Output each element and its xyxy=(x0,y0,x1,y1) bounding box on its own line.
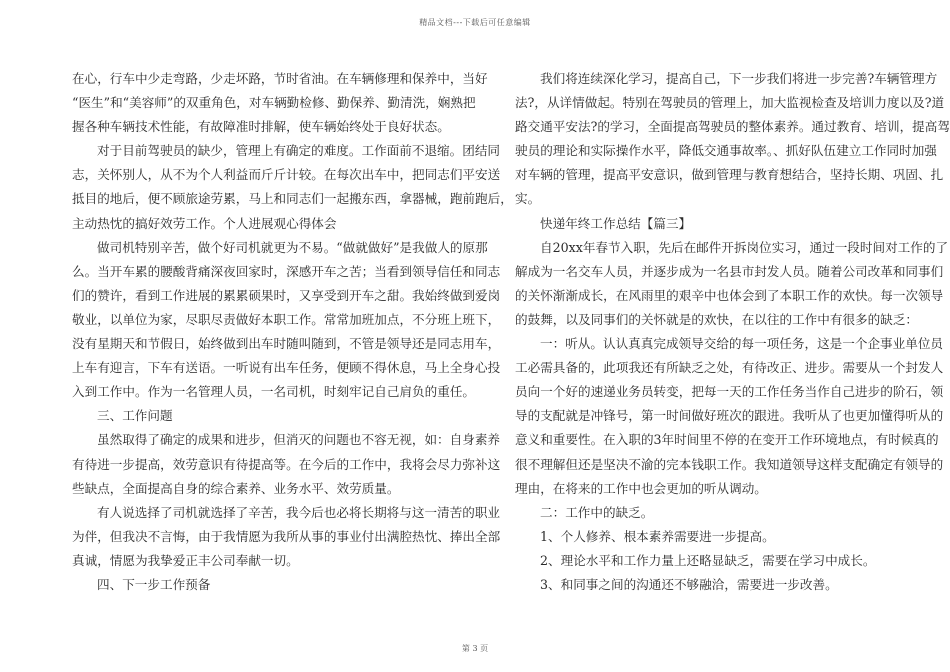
text-line: 做司机特别辛苦，做个好司机就更为不易。“做就做好”是我做人的原那 xyxy=(97,239,488,255)
text-line: 么。当开车累的腰酸背痛深夜回家时，深感开车之苦；当看到领导信任和同志 xyxy=(72,263,501,279)
text-line: 很不理解但还是坚决不渝的完本钱职工作。我知道领导这样支配确定有领导的 xyxy=(515,456,944,472)
text-line: 没有星期天和节假日，始终做到出车时随叫随到，不管是领导还是同志用车， xyxy=(72,336,501,352)
text-line: 入到工作中。作为一名管理人员，一名司机，时刻牢记自己肩负的重任。 xyxy=(72,384,475,400)
text-line: 上车有迎言，下车有送语。一听说有出车任务，便顾不得休息，马上全身心投 xyxy=(72,360,501,376)
text-line: 虽然取得了确定的成果和进步，但消灭的问题也不容无视，如：自身素养 xyxy=(97,432,500,448)
text-line: 理由，在将来的工作中也会更加的听从调动。 xyxy=(515,480,767,496)
text-line: 们的赞许，看到工作进展的累累硕果时，又享受到开车之甜。我始终做到爱岗 xyxy=(72,287,501,303)
text-line: 有人说选择了司机就选择了辛苦，我今后也必将长期将与这一清苦的职业 xyxy=(97,504,500,520)
text-line: 工必需具备的，此项我还有所缺乏之处，有待改正、进步。需要从一个封发人 xyxy=(515,360,944,376)
text-line: 1、个人修养、根本素养需要进一步提高。 xyxy=(540,528,775,544)
text-line: 为伴，但我决不言悔，由于我情愿为我所从事的事业付出满腔热忱、捧出全部 xyxy=(72,528,501,544)
page-header: 精品文档---下载后可任意编辑 xyxy=(419,18,531,27)
text-line: 志，关怀别人，从不为个人利益而斤斤计较。在每次出车中，把同志们平安送 xyxy=(72,167,501,183)
page-number: 第 3 页 xyxy=(461,644,489,653)
text-line: 些缺点，全面提高自身的综合素养、业务水平、效劳质量。 xyxy=(72,480,400,496)
text-line: 法?，从详情做起。特别在驾驶员的管理上，加大监视检查及培训力度以及?道 xyxy=(515,95,945,111)
text-line: 解成为一名交车人员，并逐步成为一名县市封发人员。随着公司改革和同事们 xyxy=(515,263,944,279)
text-line: 有待进一步提高，效劳意识有待提高等。在今后的工作中，我将会尽力弥补这 xyxy=(72,456,501,472)
text-line: 对于目前驾驶员的缺少，管理上有确定的难度。工作面前不退缩。团结同 xyxy=(97,143,500,159)
text-line: 我们将连续深化学习，提高自己，下一步我们将进一步完善?车辆管理方 xyxy=(540,71,938,86)
text-line: 一：听从。认认真真完成领导交给的每一项任务，这是一个企事业单位员 xyxy=(540,336,943,352)
text-line: 自20xx年春节入职，先后在邮件开拆岗位实习，通过一段时间对工作的了 xyxy=(540,239,949,255)
text-line: 三、工作问题 xyxy=(97,408,173,424)
text-line: 导的支配就是冲锋号，第一时间做好班次的跟进。我听从了也更加懂得听从的 xyxy=(515,408,944,424)
text-line: 握各种车辆技术性能，有故障准时排解，使车辆始终处于良好状态。 xyxy=(72,119,450,135)
right-column xyxy=(515,67,950,597)
left-column xyxy=(72,67,513,597)
text-line: 快递年终工作总结【篇三】 xyxy=(540,215,692,231)
text-line: 员向一个好的速递业务员转变，把每一天的工作任务当作自己进步的阶石，领 xyxy=(515,384,944,400)
text-line: 在心，行车中少走弯路，少走坏路，节时省油。在车辆修理和保养中，当好 xyxy=(72,71,488,86)
text-line: 实。 xyxy=(515,191,541,207)
text-line: “医生”和“美容师”的双重角色，对车辆勤检修、勤保养、勤清洗，娴熟把 xyxy=(72,95,476,111)
text-line: 四、下一步工作预备 xyxy=(97,576,211,592)
text-line: 意义和重要性。在入职的3年时间里不停的在变开工作环境地点，有时候真的 xyxy=(515,432,939,448)
text-line: 敬业，以单位为家，尽职尽责做好本职工作。常常加班加点，不分班上班下， xyxy=(72,311,501,327)
text-line: 的鼓舞，以及同事们的关怀就是的欢快，在以往的工作中有很多的缺乏： xyxy=(515,311,918,327)
text-line: 主动热忱的搞好效劳工作。个人进展观心得体会 xyxy=(72,215,337,231)
text-line: 2、理论水平和工作力量上还略显缺乏，需要在学习中成长。 xyxy=(540,552,876,568)
text-line: 驶员的理论和实际操作水平，降低交通事故率。、抓好队伍建立工作同时加强 xyxy=(515,143,937,159)
text-line: 路交通平安法?的学习，全面提高驾驶员的整体素养。通过教育、培训，提高驾 xyxy=(515,119,950,135)
text-line: 抵目的地后，便不顾旅途劳累，马上和同志们一起搬东西，拿器械，跑前跑后， xyxy=(72,191,513,207)
text-line: 3、和同事之间的沟通还不够融洽，需要进一步改善。 xyxy=(540,576,838,592)
text-line: 对车辆的管理，提高平安意识，做到管理与教育想结合，坚持长期、巩固、扎 xyxy=(515,167,944,183)
text-line: 的关怀渐渐成长，在风雨里的艰辛中也体会到了本职工作的欢快。每一次领导 xyxy=(515,287,944,303)
text-line: 真诚，情愿为我挚爱正丰公司奉献一切。 xyxy=(72,552,299,568)
text-line: 二：工作中的缺乏。 xyxy=(540,504,654,520)
